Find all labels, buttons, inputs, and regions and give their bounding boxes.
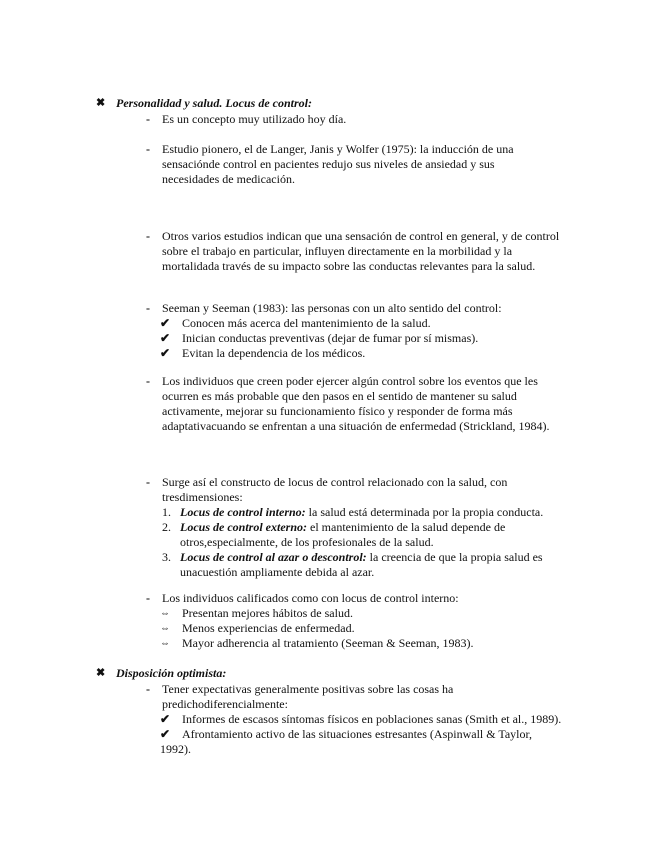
item-text: Surge así el constructo de locus de control relacionado con la salud, con tresdimensiones: bbox=[162, 475, 508, 504]
item-number: 1. bbox=[162, 505, 171, 519]
check-icon: ✔ bbox=[160, 316, 171, 330]
check-item-text: Afrontamiento activo de las situaciones estresantes (Aspinwall & Taylor, 1992). bbox=[160, 727, 533, 756]
list-item bbox=[146, 591, 576, 651]
arrow-item-text: Mayor adherencia al tratamiento (Seeman & Seeman, 1983). bbox=[182, 636, 474, 650]
arrow-item bbox=[146, 636, 576, 651]
term-definition: la salud está determinada por la propia conducta. bbox=[305, 505, 544, 519]
check-item bbox=[146, 727, 566, 757]
check-item-text: Informes de escasos síntomas físicos en poblaciones sanas (Smith et al., 1989). bbox=[182, 712, 562, 726]
dash-bullet-icon: - bbox=[146, 301, 150, 315]
dash-bullet-icon: - bbox=[146, 142, 150, 156]
list-item bbox=[146, 301, 576, 361]
dash-bullet-icon: - bbox=[146, 591, 150, 605]
dash-bullet-icon: - bbox=[146, 475, 150, 489]
section-title-text: Disposición optimista: bbox=[116, 666, 227, 680]
term: Locus de control al azar o descontrol: bbox=[180, 550, 367, 564]
check-item-text: Conocen más acerca del mantenimiento de la salud. bbox=[182, 316, 431, 330]
check-icon: ✔ bbox=[160, 331, 171, 345]
list-item bbox=[146, 112, 576, 127]
x-bullet-icon: ✖ bbox=[96, 667, 106, 679]
section-title-text: Personalidad y salud. Locus de control: bbox=[116, 96, 313, 110]
check-item bbox=[146, 346, 576, 361]
check-item bbox=[146, 712, 566, 727]
item-number: 3. bbox=[162, 550, 171, 564]
arrow-item bbox=[146, 621, 576, 636]
check-icon: ✔ bbox=[160, 346, 171, 360]
item-text: Otros varios estudios indican que una sensación de control en general, y de control sobre el trabajo en particular, influyen directamente en la morbilidad y la mortalidada través de su impacto sobre las conductas relevantes para la salud. bbox=[162, 229, 560, 273]
section-disposicion bbox=[96, 666, 596, 681]
item-text: Tener expectativas generalmente positivas sobre las cosas ha predichodiferencialmente: bbox=[162, 682, 454, 711]
check-item bbox=[146, 316, 576, 331]
list-item bbox=[146, 229, 571, 274]
section-title bbox=[96, 96, 596, 111]
list-item bbox=[146, 374, 566, 434]
term: Locus de control interno: bbox=[180, 505, 306, 519]
double-arrow-icon: ⇔ bbox=[160, 608, 170, 619]
term-definition: la creencia de que la propia salud es unacuestión ampliamente debida al azar. bbox=[180, 550, 543, 579]
item-text: Los individuos que creen poder ejercer algún control sobre los eventos que les ocurren es más probable que den pasos en el sentido de mantener su salud activamente, mejorar su funcionamiento físico y responder de forma más adaptativacuando se enfrentan a una situación de enfermedad (Strickland, 1984). bbox=[162, 374, 550, 433]
numbered-item bbox=[146, 520, 540, 550]
list-item bbox=[146, 682, 566, 757]
numbered-item bbox=[146, 505, 586, 520]
item-text: Los individuos calificados como con locus de control interno: bbox=[162, 591, 459, 605]
check-item bbox=[146, 331, 576, 346]
check-item-text: Evitan la dependencia de los médicos. bbox=[182, 346, 366, 360]
item-text: Estudio pionero, el de Langer, Janis y Wolfer (1975): la inducción de una sensaciónde control en pacientes redujo sus niveles de ansiedad y sus necesidades de medicación. bbox=[162, 142, 514, 186]
check-item-text: Inician conductas preventivas (dejar de fumar por sí mismas). bbox=[182, 331, 479, 345]
section-personalidad bbox=[96, 96, 596, 111]
dash-bullet-icon: - bbox=[146, 682, 150, 696]
item-text: Es un concepto muy utilizado hoy día. bbox=[162, 112, 347, 126]
check-icon: ✔ bbox=[160, 727, 171, 741]
list-item bbox=[146, 475, 586, 580]
double-arrow-icon: ⇔ bbox=[160, 638, 170, 649]
section-title bbox=[96, 666, 596, 681]
term-definition: el mantenimiento de la salud depende de otros,especialmente, de los profesionales de la salud. bbox=[180, 520, 506, 549]
item-text: Seeman y Seeman (1983): las personas con un alto sentido del control: bbox=[162, 301, 502, 315]
list-item bbox=[146, 142, 546, 187]
numbered-item bbox=[146, 550, 560, 580]
arrow-item bbox=[146, 606, 576, 621]
item-number: 2. bbox=[162, 520, 171, 534]
arrow-item-text: Menos experiencias de enfermedad. bbox=[182, 621, 355, 635]
arrow-item-text: Presentan mejores hábitos de salud. bbox=[182, 606, 353, 620]
term: Locus de control externo: bbox=[180, 520, 307, 534]
dash-bullet-icon: - bbox=[146, 374, 150, 388]
dash-bullet-icon: - bbox=[146, 229, 150, 243]
dash-bullet-icon: - bbox=[146, 112, 150, 126]
double-arrow-icon: ⇔ bbox=[160, 623, 170, 634]
x-bullet-icon: ✖ bbox=[96, 97, 106, 109]
check-icon: ✔ bbox=[160, 712, 171, 726]
